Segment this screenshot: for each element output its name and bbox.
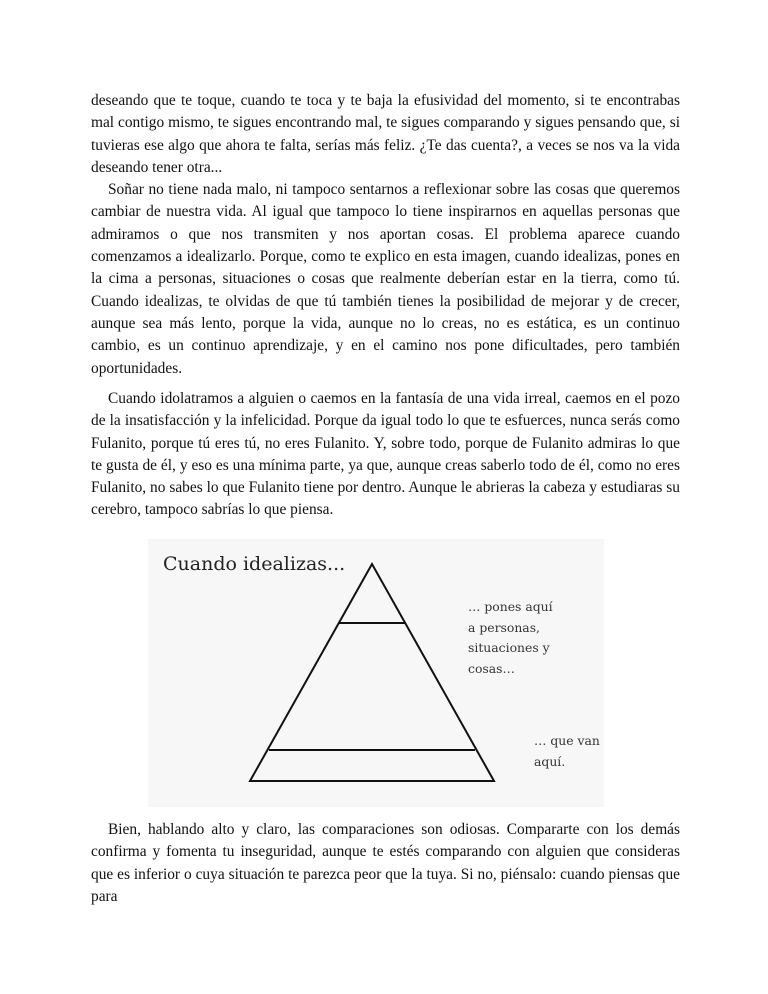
note-line: situaciones y [468,640,550,655]
paragraph: Soñar no tiene nada malo, ni tampoco sentarnos a reflexionar sobre las cosas que queremos cambiar de nuestra vida. Al igual que tampoco lo tiene inspirarnos en aquellas personas que admiramos o que nos transmiten y nos aportan cosas. El problema aparece cuando comenzamos a idealizarlo. Porque, como te explico en esta imagen, cuando idealizas, pones en la cima a personas, situaciones o cosas que realmente deberían estar en la tierra, como tú. Cuando idealizas, te olvidas de que tú también tienes la posibilidad de mejorar y de crecer, aunque sea más lento, porque la vida, aunque no lo creas, no es estática, es un continuo cambio, es un continuo aprendizaje, y en el camino nos pone dificultades, pero también oportunidades. [91,181,680,377]
note-line: cosas… [468,660,515,676]
paragraph: Bien, hablando alto y claro, las comparaciones son odiosas. Compararte con los demás confirma y fomenta tu inseguridad, aunque te estés comparando con alguien que consideras que es inferior o cuya situación te parezca peor que la tuya. Si no, piénsalo: cuando piensas que para [91,821,680,905]
pyramid-figure [148,539,604,807]
paragraph: deseando que te toque, cuando te toca y te baja la efusividad del momento, si te encontrabas mal contigo mismo, te sigues encontrando mal, te sigues comparando y sigues pensando que, si tuvieras ese algo que ahora te falta, serías más feliz. ¿Te das cuenta?, a veces se nos va la vida deseando tener otra... [91,92,680,176]
text-block-bottom [91,819,680,908]
note-line: … que van [534,733,600,748]
text-block-top [91,90,680,380]
text-block-middle [91,388,680,522]
pyramid-outline [250,564,494,781]
figure-note-bottom [534,731,600,772]
note-line: a personas, [468,619,540,635]
figure-note-top [468,597,553,679]
note-line: … pones aquí [468,599,553,614]
figure-title: Cuando idealizas... [163,553,346,575]
note-line: aquí. [534,753,566,769]
paragraph: Cuando idolatramos a alguien o caemos en la fantasía de una vida irreal, caemos en el pozo de la insatisfacción y la infelicidad. Porque da igual todo lo que te esfuerces, nunca serás como Fulanito, porque tú eres tú, no eres Fulanito. Y, sobre todo, porque de Fulanito admiras lo que te gusta de él, y eso es una mínima parte, ya que, aunque creas saberlo todo de él, como no eres Fulanito, no sabes lo que Fulanito tiene por dentro. Aunque le abrieras la cabeza y estudiaras su cerebro, tampoco sabrías lo que piensa. [91,390,680,519]
